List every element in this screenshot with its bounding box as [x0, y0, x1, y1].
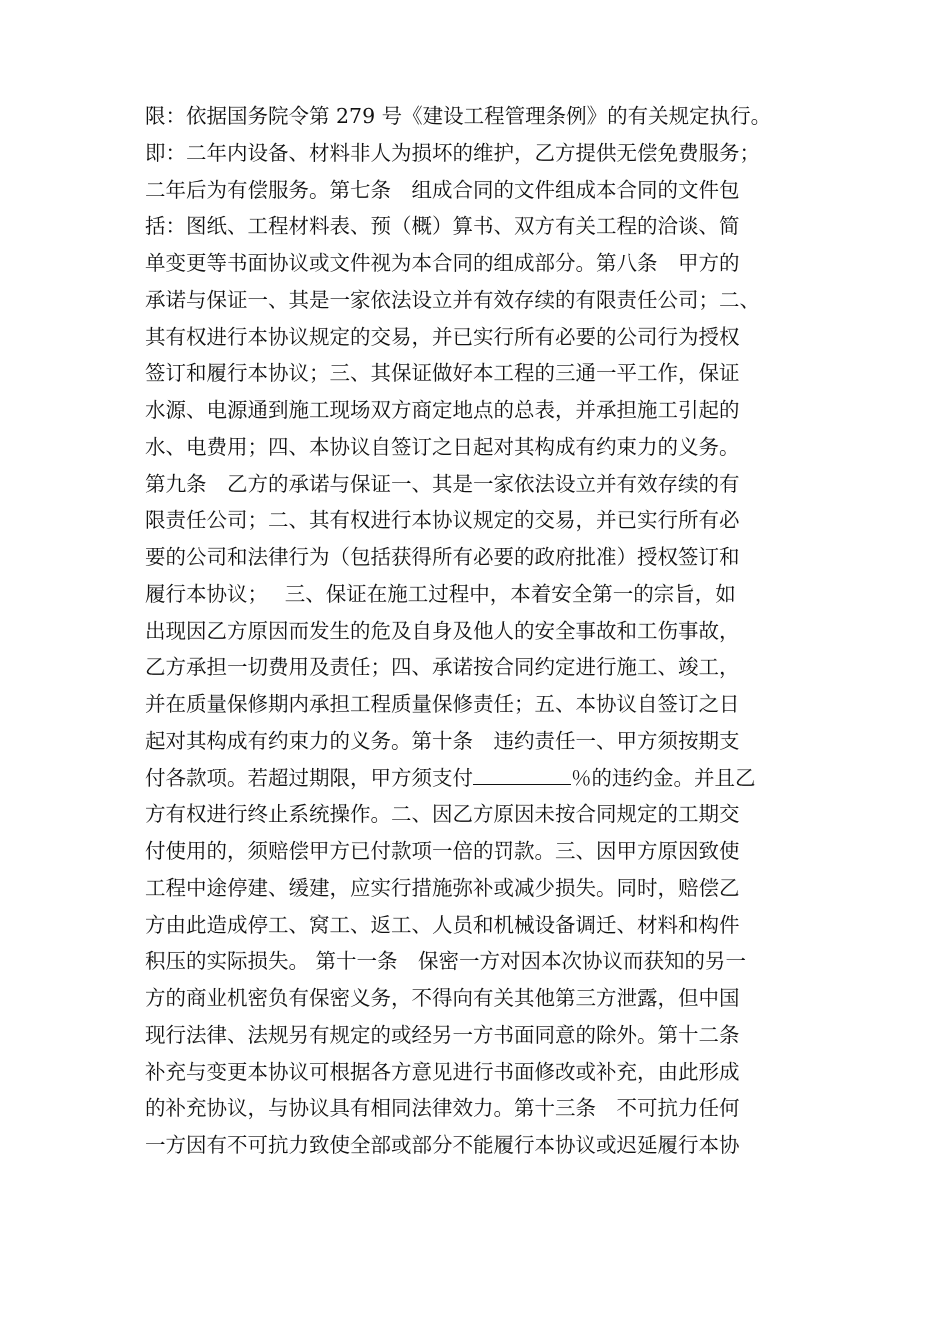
text-line: 并在质量保修期内承担工程质量保修责任；五、本协议自签订之日: [145, 692, 740, 716]
text-line: 的补充协议，与协议具有相同法律效力。第十三条 不可抗力任何: [145, 1096, 740, 1121]
penalty-text-after: ％的违约金。并且乙: [571, 765, 756, 790]
text-line: 补充与变更本协议可根据各方意见进行书面修改或补充，由此形成: [145, 1059, 740, 1084]
text-line: 要的公司和法律行为（包括获得所有必要的政府批准）授权签订和: [145, 545, 740, 569]
text-line: 即：二年内设备、材料非人为损坏的维护，乙方提供无偿免费服务；: [145, 140, 760, 165]
text-line: 付使用的，须赔偿甲方已付款项一倍的罚款。三、因甲方原因致使: [145, 839, 740, 863]
contract-body-text: [145, 98, 825, 1164]
text-line: 括：图纸、工程材料表、预（概）算书、双方有关工程的洽谈、简: [145, 214, 740, 239]
text-line: 一方因有不可抗力致使全部或部分不能履行本协议或迟延履行本协: [145, 1133, 740, 1157]
text-line: 起对其构成有约束力的义务。第十条 违约责任一、甲方须按期支: [145, 728, 740, 753]
text-line: 方有权进行终止系统操作。二、因乙方原因未按合同规定的工期交: [145, 802, 740, 827]
text-line: 第九条 乙方的承诺与保证一、其是一家依法设立并有效存续的有: [145, 471, 740, 496]
text-line: 承诺与保证一、其是一家依法设立并有效存续的有限责任公司；二、: [145, 287, 760, 312]
text-line: 限：依据国务院令第 279 号《建设工程管理条例》的有关规定执行。: [145, 104, 772, 128]
penalty-line: [145, 760, 825, 797]
text-line: 二年后为有偿服务。第七条 组成合同的文件组成本合同的文件包: [145, 177, 740, 202]
text-line: 乙方承担一切费用及责任；四、承诺按合同约定进行施工、竣工，: [145, 655, 740, 680]
text-line: 工程中途停建、缓建，应实行措施弥补或减少损失。同时，赔偿乙: [145, 875, 740, 900]
text-line: 单变更等书面协议或文件视为本合同的组成部分。第八条 甲方的: [145, 251, 740, 275]
text-line: 其有权进行本协议规定的交易，并已实行所有必要的公司行为授权: [145, 324, 740, 349]
text-line: 出现因乙方原因而发生的危及自身及他人的安全事故和工伤事故，: [145, 618, 740, 643]
text-line: 积压的实际损失。 第十一条 保密一方对因本次协议而获知的另一: [145, 949, 747, 974]
text-line: 方的商业机密负有保密义务，不得向有关其他第三方泄露，但中国: [145, 986, 740, 1010]
text-line: 现行法律、法规另有规定的或经另一方书面同意的除外。第十二条: [145, 1022, 740, 1047]
text-line: 履行本协议； 三、保证在施工过程中，本着安全第一的宗旨，如: [145, 581, 736, 606]
penalty-rate-blank: [473, 764, 571, 785]
text-line: 签订和履行本协议；三、其保证做好本工程的三通一平工作，保证: [145, 361, 740, 386]
text-line: 水源、电源通到施工现场双方商定地点的总表，并承担施工引起的: [145, 398, 740, 422]
text-line: 限责任公司；二、其有权进行本协议规定的交易，并已实行所有必: [145, 508, 740, 533]
text-line: 水、电费用；四、本协议自签订之日起对其构成有约束力的义务。: [145, 434, 740, 459]
text-line: 方由此造成停工、窝工、返工、人员和机械设备调迁、材料和构件: [145, 912, 740, 937]
penalty-text-before: 付各款项。若超过期限，甲方须支付: [145, 765, 473, 790]
